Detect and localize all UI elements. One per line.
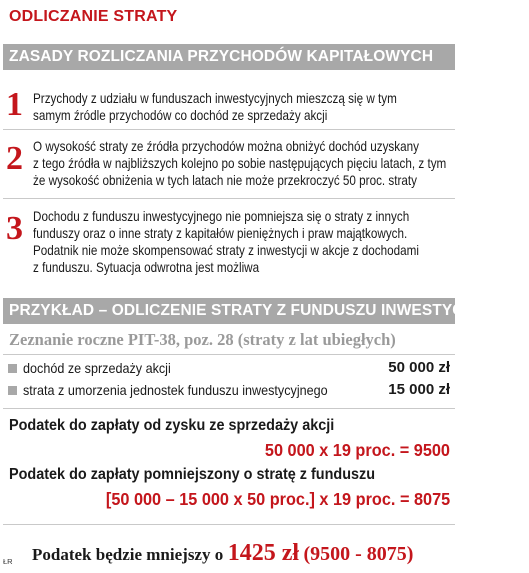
tax-before-loss-label: Podatek do zapłaty od zysku ze sprzedaży akcji bbox=[9, 417, 335, 434]
bullet-square-icon bbox=[8, 364, 17, 373]
tax-after-loss-formula: [50 000 – 15 000 x 50 proc.] x 19 proc. = 8075 bbox=[105, 489, 450, 509]
divider bbox=[3, 129, 455, 130]
bullet-square-icon bbox=[8, 386, 17, 395]
rule-line: O wysokość straty ze źródła przychodów można obniżyć dochód uzyskany bbox=[33, 139, 419, 154]
rule-number: 3 bbox=[6, 210, 23, 247]
divider bbox=[3, 408, 455, 409]
example-row-label: strata z umorzenia jednostek funduszu inwestycyjnego bbox=[23, 382, 328, 398]
tax-after-loss-label: Podatek do zapłaty pomniejszony o stratę z funduszu bbox=[9, 466, 376, 483]
rule-number: 2 bbox=[6, 140, 23, 177]
rule-line: Podatnik nie może skompensować straty z inwestycji w akcje z dochodami bbox=[33, 243, 419, 258]
example-section-header: PRZYKŁAD – ODLICZENIE STRATY Z FUNDUSZU INWESTYCYJNEGO bbox=[3, 298, 455, 324]
example-row bbox=[8, 380, 450, 400]
rule-line: z tego źródła w najbliższych kolejno po sobie następujących pięciu latach, z tym bbox=[33, 156, 447, 171]
example-row-amount: 50 000 zł bbox=[388, 359, 450, 376]
rule-line: Dochodu z funduszu inwestycyjnego nie pomniejsza się o straty z innych bbox=[33, 209, 410, 224]
infographic-title: ODLICZANIE STRATY bbox=[9, 8, 178, 25]
divider bbox=[3, 198, 455, 199]
summary-lead: Podatek będzie mniejszy o bbox=[32, 545, 224, 564]
divider bbox=[3, 524, 455, 525]
rule-text bbox=[33, 90, 453, 124]
rule-number: 1 bbox=[6, 86, 23, 123]
rule-line: funduszy oraz o inne straty z kapitałów pieniężnych i praw majątkowych. bbox=[33, 226, 408, 241]
example-row-label: dochód ze sprzedaży akcji bbox=[23, 360, 171, 376]
pit-form-reference: Zeznanie roczne PIT-38, poz. 28 (straty z lat ubiegłych) bbox=[9, 330, 396, 349]
rule-line: Przychody z udziału w funduszach inwestycyjnych mieszczą się w tym bbox=[33, 91, 397, 106]
rules-section-header: ZASADY ROZLICZANIA PRZYCHODÓW KAPITAŁOWYCH bbox=[3, 44, 455, 70]
source-credit: ŁR bbox=[3, 557, 13, 566]
rule-text bbox=[33, 208, 453, 276]
rule-line: że wysokość obniżenia w tych latach nie może przekroczyć 50 proc. straty bbox=[33, 173, 418, 188]
example-row bbox=[8, 358, 450, 378]
summary-line bbox=[32, 540, 413, 567]
summary-value: 1425 zł bbox=[227, 540, 300, 566]
tax-before-loss-formula: 50 000 x 19 proc. = 9500 bbox=[264, 440, 450, 460]
summary-calculation: (9500 - 8075) bbox=[303, 543, 414, 565]
example-row-amount: 15 000 zł bbox=[388, 381, 450, 398]
divider bbox=[3, 354, 455, 355]
rule-line: z funduszu. Sytuacja odwrotna jest możliwa bbox=[33, 260, 260, 275]
rule-line: samym źródle przychodów co dochód ze sprzedaży akcji bbox=[33, 108, 328, 123]
rule-text bbox=[33, 138, 453, 189]
